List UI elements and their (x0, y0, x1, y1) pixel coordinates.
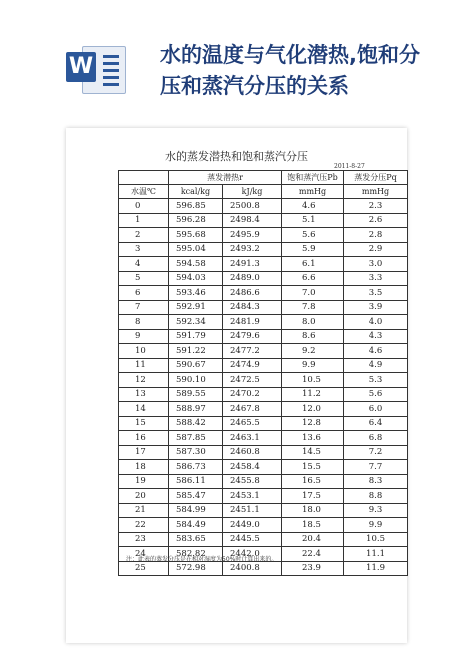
table-cell: 7.8 (282, 300, 344, 315)
table-cell: 589.55 (169, 387, 223, 402)
table-cell: 588.97 (169, 402, 223, 417)
table-row (119, 402, 408, 417)
table-title: 水的蒸发潜热和饱和蒸汽分压 (165, 150, 308, 163)
table-row (119, 286, 408, 301)
table-footnote: 注：此表的蒸发分压是在相对湿度为50%时计算出来的。 (126, 556, 278, 563)
table-cell: 13 (119, 387, 169, 402)
table-row (119, 387, 408, 402)
table-cell: 2477.2 (223, 344, 282, 359)
table-cell: 590.10 (169, 373, 223, 388)
table-cell: 2481.9 (223, 315, 282, 330)
table-cell: 3.5 (344, 286, 408, 301)
table-row (119, 315, 408, 330)
table-row (119, 518, 408, 533)
table-cell: 3.9 (344, 300, 408, 315)
table-cell: 6.1 (282, 257, 344, 272)
table-cell: 2467.8 (223, 402, 282, 417)
table-cell: 2500.8 (223, 199, 282, 214)
table-cell: 591.79 (169, 329, 223, 344)
table-row (119, 242, 408, 257)
table-cell: 591.22 (169, 344, 223, 359)
table-cell: 2486.6 (223, 286, 282, 301)
table-cell: 596.85 (169, 199, 223, 214)
table-row (119, 257, 408, 272)
table-cell: 582.82 (169, 547, 223, 562)
table-row (119, 445, 408, 460)
table-cell: 2491.3 (223, 257, 282, 272)
table-cell: 9.9 (344, 518, 408, 533)
table-cell: 12.0 (282, 402, 344, 417)
table-cell: 11.9 (344, 561, 408, 576)
table-cell: 17 (119, 445, 169, 460)
table-cell: 0 (119, 199, 169, 214)
table-cell: 5.3 (344, 373, 408, 388)
table-cell: 595.04 (169, 242, 223, 257)
table-cell: 2451.1 (223, 503, 282, 518)
table-cell: 590.67 (169, 358, 223, 373)
table-cell: 23 (119, 532, 169, 547)
table-cell: 3.3 (344, 271, 408, 286)
table-row (119, 228, 408, 243)
table-row (119, 271, 408, 286)
table-cell: 592.34 (169, 315, 223, 330)
table-row (119, 460, 408, 475)
table-cell: 18.5 (282, 518, 344, 533)
table-cell: 8.8 (344, 489, 408, 504)
table-cell: 3 (119, 242, 169, 257)
table-row (119, 358, 408, 373)
table-cell: 3.0 (344, 257, 408, 272)
table-cell: 2484.3 (223, 300, 282, 315)
table-row (119, 431, 408, 446)
table-cell: 9.3 (344, 503, 408, 518)
table-cell: 572.98 (169, 561, 223, 576)
table-cell: 2458.4 (223, 460, 282, 475)
table-cell: 21 (119, 503, 169, 518)
table-cell: 24 (119, 547, 169, 562)
table-cell: 23.9 (282, 561, 344, 576)
table-cell: 15.5 (282, 460, 344, 475)
table-cell: 22 (119, 518, 169, 533)
table-cell: 4.6 (282, 199, 344, 214)
table-cell: 16.5 (282, 474, 344, 489)
table-cell: 2470.2 (223, 387, 282, 402)
table-cell: 11.1 (344, 547, 408, 562)
table-cell: 7.0 (282, 286, 344, 301)
table-cell: 12.8 (282, 416, 344, 431)
table-cell: 2463.1 (223, 431, 282, 446)
table-cell: 2455.8 (223, 474, 282, 489)
table-row (119, 373, 408, 388)
table-cell: 19 (119, 474, 169, 489)
table-row (119, 213, 408, 228)
document-sheet (66, 128, 407, 643)
table-cell: 2 (119, 228, 169, 243)
table-cell: 18.0 (282, 503, 344, 518)
table-cell: 8.0 (282, 315, 344, 330)
table-cell: 596.28 (169, 213, 223, 228)
table-cell: 11.2 (282, 387, 344, 402)
table-cell: 15 (119, 416, 169, 431)
header-cell (119, 171, 169, 185)
table-cell: 2.3 (344, 199, 408, 214)
table-cell: 14 (119, 402, 169, 417)
table-cell: 584.49 (169, 518, 223, 533)
header-cell-kj: kJ/kg (223, 185, 282, 199)
table-row (119, 344, 408, 359)
data-table (118, 170, 408, 576)
table-cell: 586.73 (169, 460, 223, 475)
table-row (119, 300, 408, 315)
table-cell: 2489.0 (223, 271, 282, 286)
table-cell: 8 (119, 315, 169, 330)
table-cell: 5.9 (282, 242, 344, 257)
table-cell: 14.5 (282, 445, 344, 460)
table-cell: 2.8 (344, 228, 408, 243)
header-row-2 (119, 185, 408, 199)
table-cell: 13.6 (282, 431, 344, 446)
table-row (119, 199, 408, 214)
table-cell: 2493.2 (223, 242, 282, 257)
table-cell: 10.5 (282, 373, 344, 388)
table-cell: 587.85 (169, 431, 223, 446)
table-cell: 593.46 (169, 286, 223, 301)
table-cell: 17.5 (282, 489, 344, 504)
table-cell: 9 (119, 329, 169, 344)
table-cell: 7 (119, 300, 169, 315)
table-cell: 588.42 (169, 416, 223, 431)
table-cell: 587.30 (169, 445, 223, 460)
table-row (119, 532, 408, 547)
table-cell: 2498.4 (223, 213, 282, 228)
table-cell: 4.6 (344, 344, 408, 359)
table-cell: 25 (119, 561, 169, 576)
table-cell: 2400.8 (223, 561, 282, 576)
table-cell: 6.8 (344, 431, 408, 446)
table-cell: 7.7 (344, 460, 408, 475)
table-cell: 2445.5 (223, 532, 282, 547)
table-cell: 584.99 (169, 503, 223, 518)
table-cell: 16 (119, 431, 169, 446)
table-cell: 592.91 (169, 300, 223, 315)
word-document-icon (66, 42, 126, 94)
table-cell: 2495.9 (223, 228, 282, 243)
header-cell-water-temp: 水温℃ (119, 185, 169, 199)
table-row (119, 503, 408, 518)
table-cell: 12 (119, 373, 169, 388)
table-cell: 586.11 (169, 474, 223, 489)
header-cell-mmhg: mmHg (344, 185, 408, 199)
table-row (119, 489, 408, 504)
word-badge: W (66, 52, 96, 82)
table-cell: 20.4 (282, 532, 344, 547)
table-cell: 8.3 (344, 474, 408, 489)
table-cell: 22.4 (282, 547, 344, 562)
table-cell: 7.2 (344, 445, 408, 460)
table-cell: 595.68 (169, 228, 223, 243)
table-cell: 18 (119, 460, 169, 475)
table-cell: 11 (119, 358, 169, 373)
table-cell: 10 (119, 344, 169, 359)
table-cell: 4.9 (344, 358, 408, 373)
table-cell: 2460.8 (223, 445, 282, 460)
table-cell: 594.58 (169, 257, 223, 272)
table-cell: 2.9 (344, 242, 408, 257)
table-cell: 20 (119, 489, 169, 504)
table-cell: 4.3 (344, 329, 408, 344)
table-cell: 2453.1 (223, 489, 282, 504)
table-cell: 5.6 (282, 228, 344, 243)
table-row (119, 416, 408, 431)
table-cell: 583.65 (169, 532, 223, 547)
header-cell-saturation-pressure: 饱和蒸汽压Pb (282, 171, 344, 185)
table-cell: 8.6 (282, 329, 344, 344)
table-row (119, 474, 408, 489)
table-cell: 1 (119, 213, 169, 228)
table-cell: 6.6 (282, 271, 344, 286)
header-row-1 (119, 171, 408, 185)
header-cell-vapor-partial-pressure: 蒸发分压Pq (344, 171, 408, 185)
table-cell: 4 (119, 257, 169, 272)
page-title: 水的温度与气化潜热,饱和分压和蒸汽分压的关系 (160, 43, 420, 98)
table-cell: 2442.0 (223, 547, 282, 562)
header-cell-latent-heat: 蒸发潜热r (169, 171, 282, 185)
table-cell: 6 (119, 286, 169, 301)
table-cell: 4.0 (344, 315, 408, 330)
header-cell-kcal: kcal/kg (169, 185, 223, 199)
table-cell: 2472.5 (223, 373, 282, 388)
table-cell: 2.6 (344, 213, 408, 228)
table-cell: 5.1 (282, 213, 344, 228)
table-row (119, 329, 408, 344)
header-cell-mmhg: mmHg (282, 185, 344, 199)
table-cell: 2479.6 (223, 329, 282, 344)
table-cell: 6.0 (344, 402, 408, 417)
table-cell: 9.2 (282, 344, 344, 359)
table-cell: 5.6 (344, 387, 408, 402)
table-cell: 9.9 (282, 358, 344, 373)
table-cell: 6.4 (344, 416, 408, 431)
table-cell: 2449.0 (223, 518, 282, 533)
table-cell: 594.03 (169, 271, 223, 286)
table-date: 2011-8-27 (334, 163, 365, 170)
table-cell: 2474.9 (223, 358, 282, 373)
table-cell: 585.47 (169, 489, 223, 504)
table-cell: 5 (119, 271, 169, 286)
table-cell: 10.5 (344, 532, 408, 547)
table-cell: 2465.5 (223, 416, 282, 431)
